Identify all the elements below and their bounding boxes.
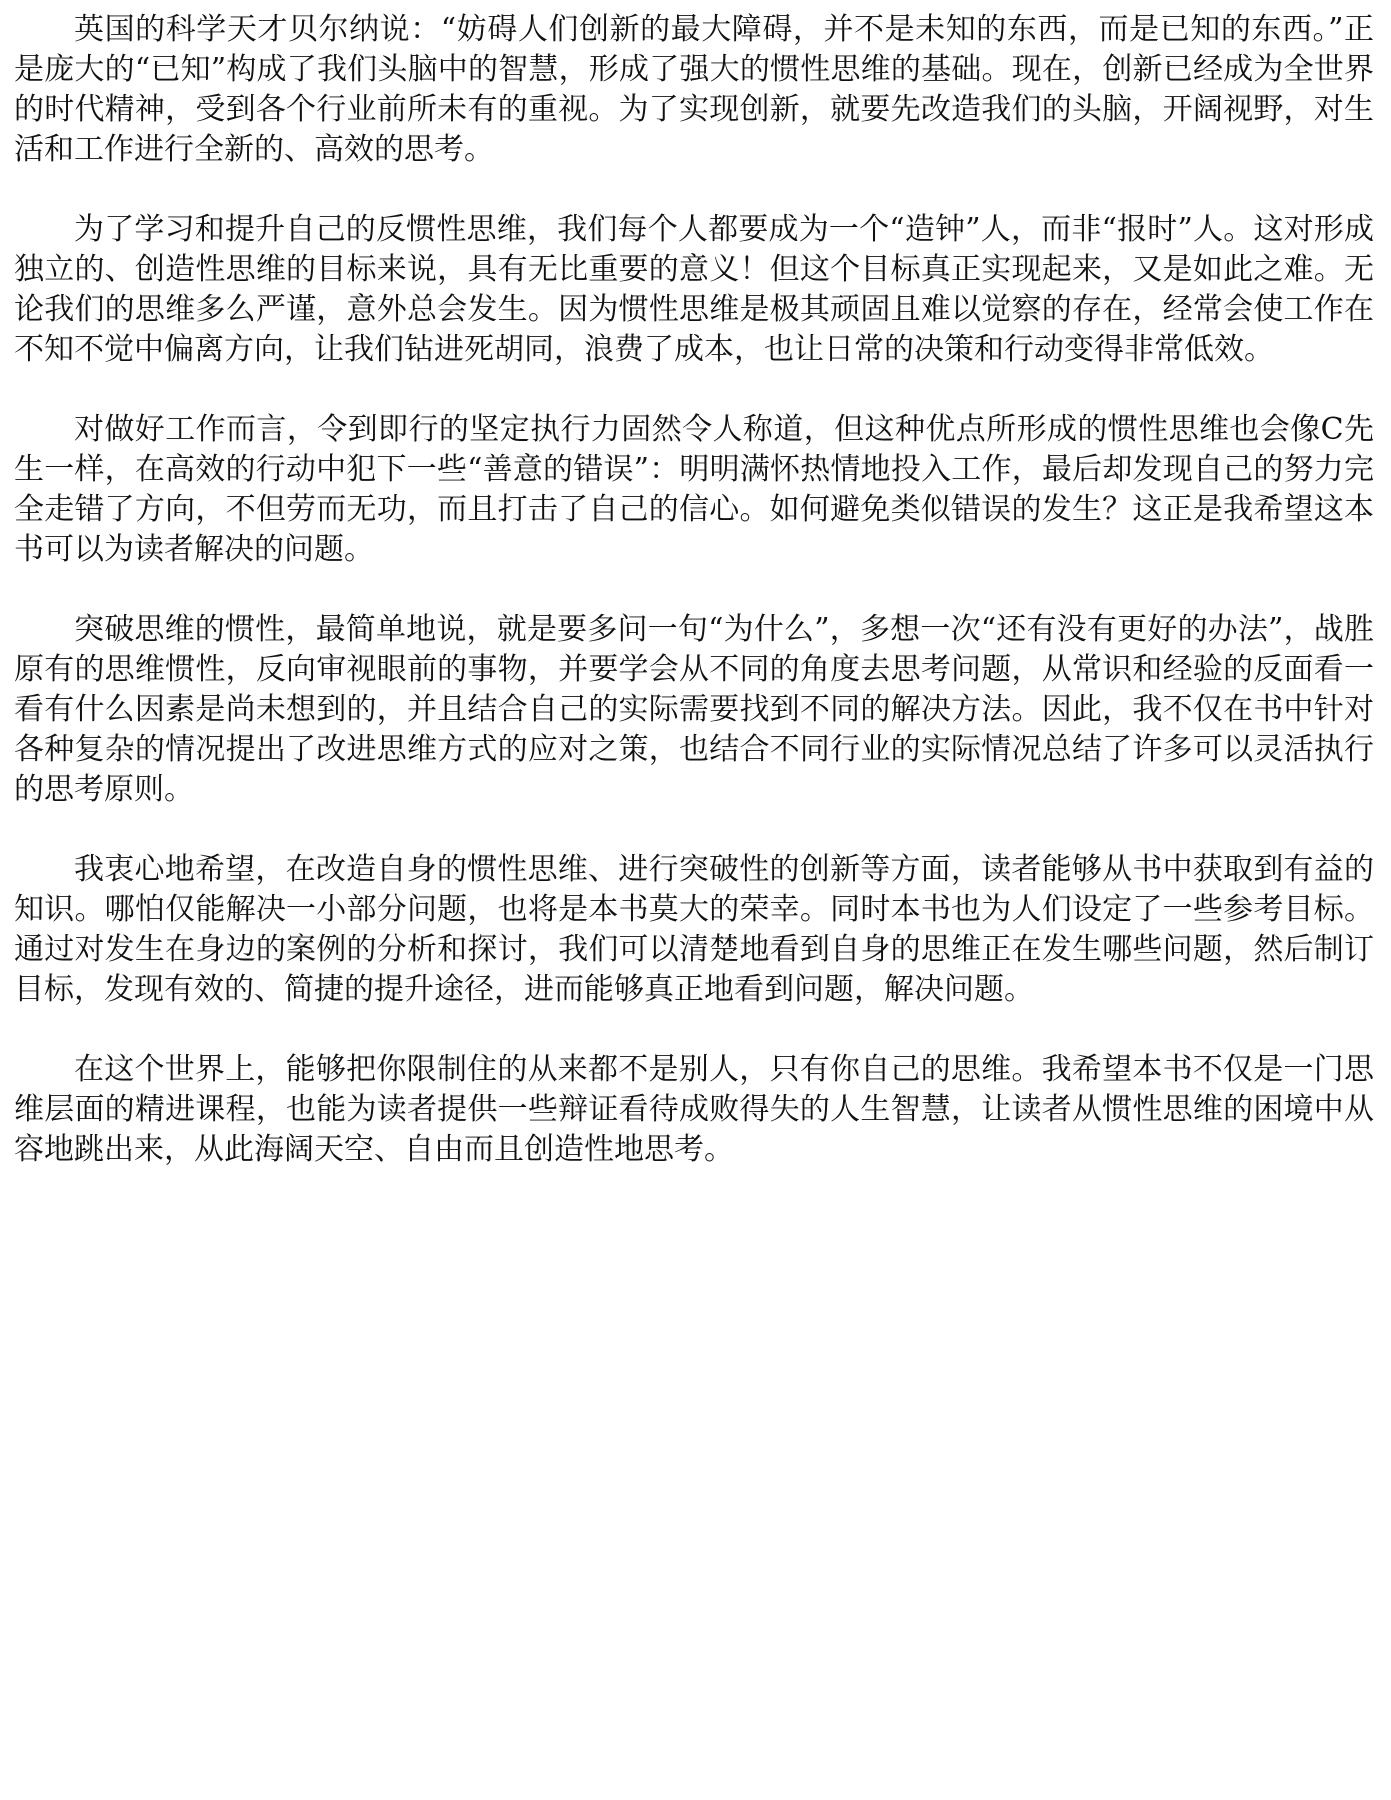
document-page bbox=[14, 10, 1374, 1210]
paragraph-3: 对做好工作而言，令到即行的坚定执行力固然令人称道，但这种优点所形成的惯性思维也会像C先生一样，在高效的行动中犯下一些“善意的错误”：明明满怀热情地投入工作，最后却发现自己的努力完全走错了方向，不但劳而无功，而且打击了自己的信心。如何避免类似错误的发生？这正是我希望这本书可以为读者解决的问题。 bbox=[14, 412, 1374, 567]
paragraph-5: 我衷心地希望，在改造自身的惯性思维、进行突破性的创新等方面，读者能够从书中获取到有益的知识。哪怕仅能解决一小部分问题，也将是本书莫大的荣幸。同时本书也为人们设定了一些参考目标。通过对发生在身边的案例的分析和探讨，我们可以清楚地看到自身的思维正在发生哪些问题，然后制订目标，发现有效的、简捷的提升途径，进而能够真正地看到问题，解决问题。 bbox=[14, 852, 1374, 1007]
paragraph-6: 在这个世界上，能够把你限制住的从来都不是别人，只有你自己的思维。我希望本书不仅是一门思维层面的精进课程，也能为读者提供一些辩证看待成败得失的人生智慧，让读者从惯性思维的困境中从容地跳出来，从此海阔天空、自由而且创造性地思考。 bbox=[14, 1052, 1374, 1167]
paragraph-4: 突破思维的惯性，最简单地说，就是要多问一句“为什么”，多想一次“还有没有更好的办法”，战胜原有的思维惯性，反向审视眼前的事物，并要学会从不同的角度去思考问题，从常识和经验的反面看一看有什么因素是尚未想到的，并且结合自己的实际需要找到不同的解决方法。因此，我不仅在书中针对各种复杂的情况提出了改进思维方式的应对之策，也结合不同行业的实际情况总结了许多可以灵活执行的思考原则。 bbox=[14, 612, 1374, 807]
paragraph-2: 为了学习和提升自己的反惯性思维，我们每个人都要成为一个“造钟”人，而非“报时”人。这对形成独立的、创造性思维的目标来说，具有无比重要的意义！但这个目标真正实现起来，又是如此之难。无论我们的思维多么严谨，意外总会发生。因为惯性思维是极其顽固且难以觉察的存在，经常会使工作在不知不觉中偏离方向，让我们钻进死胡同，浪费了成本，也让日常的决策和行动变得非常低效。 bbox=[14, 212, 1374, 367]
paragraph-1: 英国的科学天才贝尔纳说：“妨碍人们创新的最大障碍，并不是未知的东西，而是已知的东西。”正是庞大的“已知”构成了我们头脑中的智慧，形成了强大的惯性思维的基础。现在，创新已经成为全世界的时代精神，受到各个行业前所未有的重视。为了实现创新，就要先改造我们的头脑，开阔视野，对生活和工作进行全新的、高效的思考。 bbox=[14, 12, 1374, 167]
